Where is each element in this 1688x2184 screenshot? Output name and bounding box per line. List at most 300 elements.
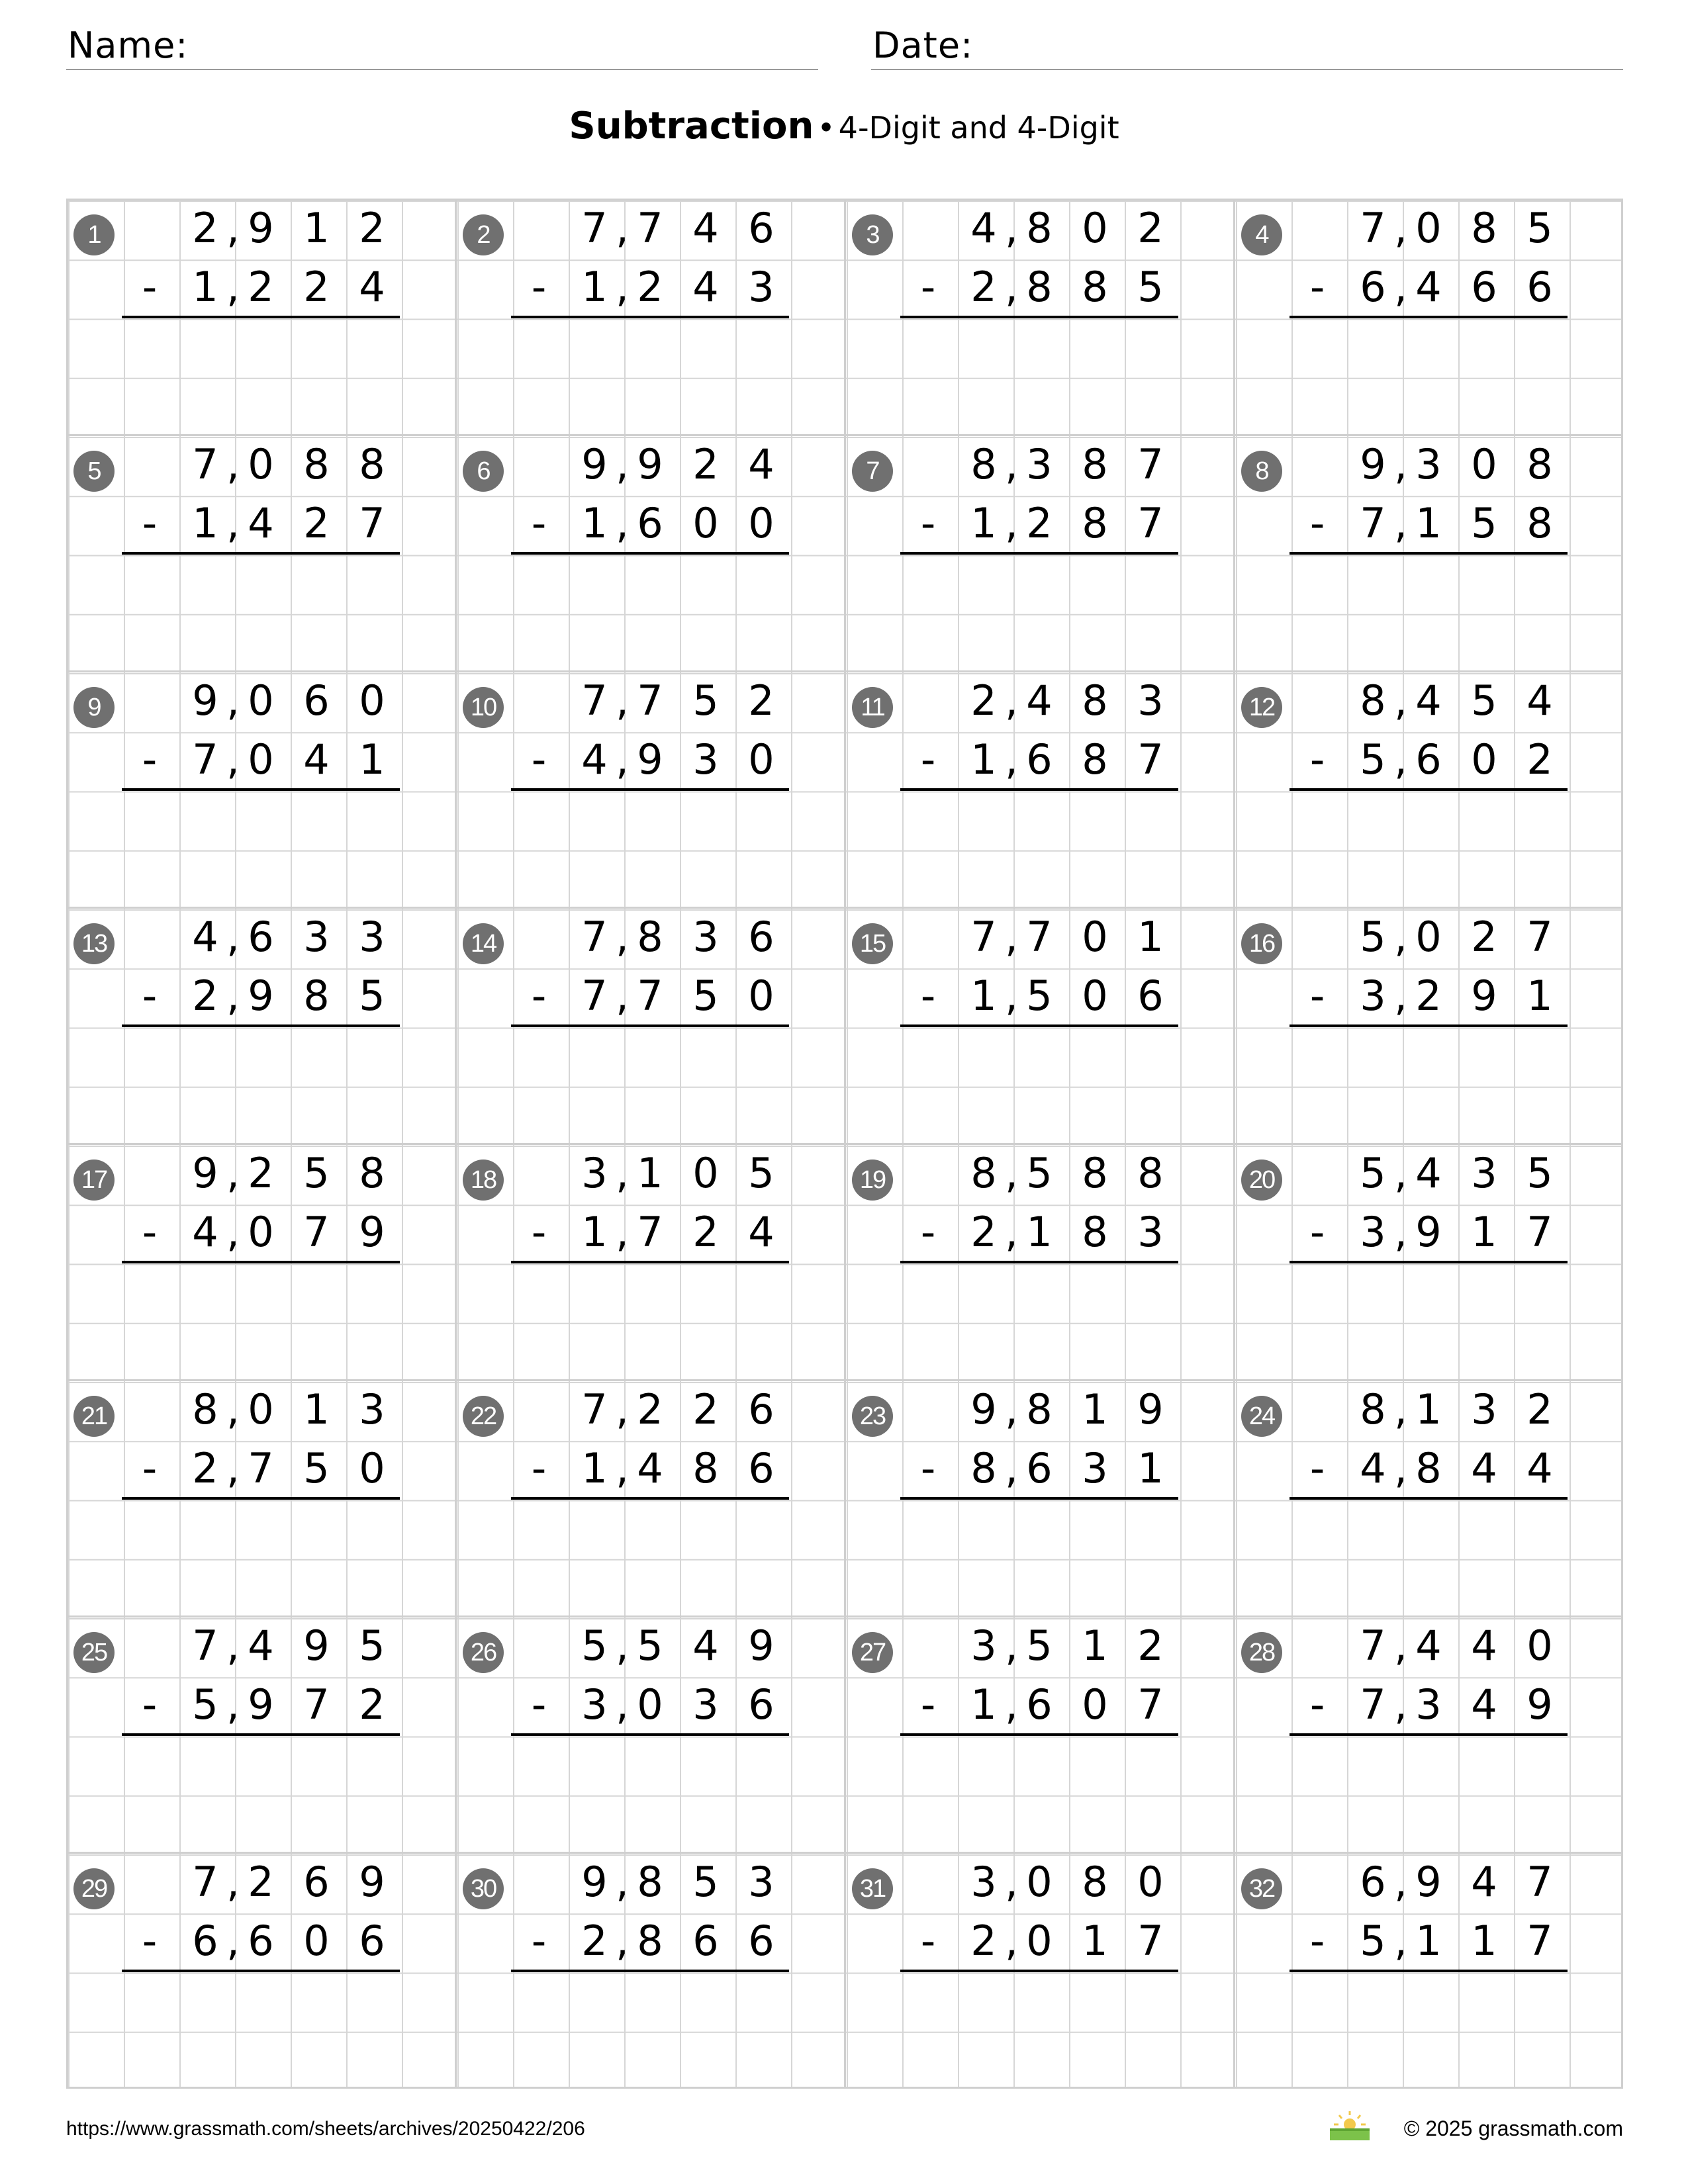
problem-number-badge: 2 (463, 214, 504, 255)
digit: 0 (359, 676, 385, 725)
digit: 8 (970, 1149, 997, 1197)
thousands-comma: , (1394, 913, 1407, 961)
thousands-comma: , (226, 1680, 240, 1729)
digit: 3 (1137, 676, 1164, 725)
minus-sign: - (1309, 735, 1325, 784)
title-bullet: • (817, 110, 835, 146)
digit: 4 (1026, 676, 1053, 725)
digit: 7 (1137, 440, 1164, 488)
problem (1234, 1852, 1623, 2089)
thousands-comma: , (226, 676, 240, 725)
digit: 8 (1415, 1444, 1442, 1492)
thousands-comma: , (1394, 1917, 1407, 1965)
problem-number-badge: 5 (73, 451, 115, 492)
digit: 8 (1026, 263, 1053, 311)
digit: 3 (1415, 440, 1442, 488)
digit: 7 (303, 1208, 330, 1256)
digit: 1 (637, 1149, 663, 1197)
answer-line (122, 788, 400, 791)
digit: 7 (1360, 499, 1386, 547)
digit: 4 (303, 735, 330, 784)
problem-number-badge: 15 (852, 923, 893, 964)
problem (1234, 1380, 1623, 1616)
digit: 2 (1137, 1621, 1164, 1670)
problem-number-badge: 12 (1241, 687, 1282, 728)
digit: 4 (581, 735, 608, 784)
digit: 5 (359, 972, 385, 1020)
problem-number-badge: 21 (73, 1396, 115, 1437)
thousands-comma: , (616, 913, 629, 961)
digit: 7 (192, 1858, 218, 1906)
digit: 6 (1415, 735, 1442, 784)
problem (66, 435, 455, 671)
problem-number-badge: 27 (852, 1632, 893, 1673)
digit: 7 (248, 1444, 274, 1492)
minus-sign: - (1309, 1917, 1325, 1965)
digit: 3 (1471, 1149, 1497, 1197)
answer-line (511, 552, 789, 555)
digit: 2 (1526, 1385, 1553, 1433)
thousands-comma: , (616, 440, 629, 488)
digit: 5 (692, 676, 719, 725)
digit: 9 (359, 1858, 385, 1906)
problem-number-badge: 11 (852, 687, 893, 728)
digit: 2 (248, 1149, 274, 1197)
problem-number-badge: 13 (73, 923, 115, 964)
footer-url[interactable]: https://www.grassmath.com/sheets/archives/20250422/206 (66, 2118, 585, 2140)
digit: 4 (748, 440, 774, 488)
digit: 4 (1471, 1680, 1497, 1729)
digit: 9 (192, 676, 218, 725)
answer-line (1289, 1261, 1568, 1263)
digit: 6 (748, 1680, 774, 1729)
digit: 7 (192, 1621, 218, 1670)
digit: 7 (637, 972, 663, 1020)
problem-number-badge: 31 (852, 1868, 893, 1909)
minus-sign: - (1309, 1208, 1325, 1256)
digit: 5 (1026, 1149, 1053, 1197)
thousands-comma: , (226, 972, 240, 1020)
digit: 7 (1526, 1858, 1553, 1906)
digit: 0 (1082, 1680, 1108, 1729)
digit: 7 (1137, 1680, 1164, 1729)
digit: 8 (1137, 1149, 1164, 1197)
digit: 8 (1526, 440, 1553, 488)
minus-sign: - (142, 1208, 158, 1256)
digit: 6 (748, 204, 774, 252)
digit: 1 (1415, 1917, 1442, 1965)
digit: 9 (192, 1149, 218, 1197)
digit: 7 (1137, 735, 1164, 784)
thousands-comma: , (1005, 1680, 1018, 1729)
digit: 6 (1026, 1444, 1053, 1492)
minus-sign: - (920, 972, 936, 1020)
digit: 7 (1026, 913, 1053, 961)
digit: 4 (970, 204, 997, 252)
digit: 9 (581, 440, 608, 488)
digit: 0 (692, 499, 719, 547)
thousands-comma: , (1005, 1858, 1018, 1906)
answer-line (900, 1497, 1178, 1500)
minus-sign: - (142, 1917, 158, 1965)
digit: 6 (1471, 263, 1497, 311)
answer-line (1289, 316, 1568, 318)
minus-sign: - (142, 1444, 158, 1492)
digit: 1 (192, 499, 218, 547)
digit: 1 (970, 1680, 997, 1729)
digit: 1 (1415, 499, 1442, 547)
digit: 5 (748, 1149, 774, 1197)
digit: 2 (248, 263, 274, 311)
answer-line (1289, 1970, 1568, 1972)
problem-number-badge: 30 (463, 1868, 504, 1909)
digit: 7 (1526, 1208, 1553, 1256)
digit: 0 (1415, 913, 1442, 961)
digit: 2 (970, 1208, 997, 1256)
digit: 5 (692, 1858, 719, 1906)
digit: 2 (1026, 499, 1053, 547)
digit: 6 (303, 1858, 330, 1906)
digit: 1 (970, 735, 997, 784)
digit: 5 (1360, 1149, 1386, 1197)
thousands-comma: , (1005, 913, 1018, 961)
digit: 0 (1137, 1858, 1164, 1906)
digit: 6 (359, 1917, 385, 1965)
thousands-comma: , (226, 1208, 240, 1256)
digit: 5 (1360, 913, 1386, 961)
thousands-comma: , (226, 499, 240, 547)
digit: 1 (970, 972, 997, 1020)
digit: 3 (748, 263, 774, 311)
thousands-comma: , (1005, 1149, 1018, 1197)
thousands-comma: , (226, 440, 240, 488)
digit: 3 (1026, 440, 1053, 488)
digit: 7 (1137, 499, 1164, 547)
thousands-comma: , (616, 972, 629, 1020)
title-main: Subtraction (569, 105, 814, 148)
digit: 9 (637, 735, 663, 784)
digit: 5 (303, 1444, 330, 1492)
digit: 4 (692, 1621, 719, 1670)
digit: 0 (748, 972, 774, 1020)
worksheet-title (0, 105, 1688, 148)
problem-number-badge: 7 (852, 451, 893, 492)
thousands-comma: , (226, 1385, 240, 1433)
answer-line (122, 1970, 400, 1972)
digit: 1 (1471, 1917, 1497, 1965)
digit: 3 (359, 913, 385, 961)
digit: 9 (1415, 1858, 1442, 1906)
digit: 9 (248, 1680, 274, 1729)
thousands-comma: , (226, 1858, 240, 1906)
digit: 8 (1082, 1149, 1108, 1197)
thousands-comma: , (1394, 1385, 1407, 1433)
answer-line (122, 552, 400, 555)
digit: 2 (692, 1208, 719, 1256)
thousands-comma: , (1394, 972, 1407, 1020)
digit: 9 (1360, 440, 1386, 488)
digit: 0 (1526, 1621, 1553, 1670)
thousands-comma: , (226, 1621, 240, 1670)
digit: 8 (1360, 676, 1386, 725)
thousands-comma: , (1005, 1208, 1018, 1256)
problem (1234, 907, 1623, 1144)
problem (845, 1852, 1234, 2089)
digit: 4 (748, 1208, 774, 1256)
problem-number-badge: 4 (1241, 214, 1282, 255)
minus-sign: - (531, 1680, 547, 1729)
digit: 9 (248, 204, 274, 252)
digit: 7 (637, 204, 663, 252)
thousands-comma: , (616, 1621, 629, 1670)
problem (455, 671, 845, 907)
thousands-comma: , (616, 676, 629, 725)
digit: 0 (1082, 913, 1108, 961)
answer-line (1289, 552, 1568, 555)
thousands-comma: , (1394, 735, 1407, 784)
thousands-comma: , (1394, 1621, 1407, 1670)
problem (455, 1852, 845, 2089)
minus-sign: - (920, 1917, 936, 1965)
digit: 5 (359, 1621, 385, 1670)
minus-sign: - (1309, 499, 1325, 547)
digit: 5 (1026, 972, 1053, 1020)
digit: 2 (748, 676, 774, 725)
digit: 1 (1471, 1208, 1497, 1256)
digit: 4 (248, 1621, 274, 1670)
date-field[interactable] (871, 25, 1623, 70)
digit: 4 (248, 499, 274, 547)
digit: 4 (1415, 263, 1442, 311)
problem (66, 1852, 455, 2089)
digit: 8 (1082, 735, 1108, 784)
digit: 9 (581, 1858, 608, 1906)
minus-sign: - (1309, 972, 1325, 1020)
digit: 4 (1360, 1444, 1386, 1492)
digit: 1 (303, 204, 330, 252)
problem-number-badge: 18 (463, 1160, 504, 1201)
thousands-comma: , (1005, 1385, 1018, 1433)
digit: 5 (303, 1149, 330, 1197)
digit: 2 (581, 1917, 608, 1965)
digit: 4 (692, 204, 719, 252)
digit: 8 (1471, 204, 1497, 252)
footer-copyright: © 2025 grassmath.com (1403, 2116, 1623, 2140)
thousands-comma: , (616, 263, 629, 311)
digit: 9 (1137, 1385, 1164, 1433)
digit: 2 (359, 204, 385, 252)
thousands-comma: , (1394, 1444, 1407, 1492)
problem-number-badge: 22 (463, 1396, 504, 1437)
minus-sign: - (920, 1680, 936, 1729)
digit: 9 (248, 972, 274, 1020)
digit: 2 (692, 440, 719, 488)
digit: 0 (1026, 1917, 1053, 1965)
digit: 8 (637, 913, 663, 961)
digit: 1 (1082, 1385, 1108, 1433)
answer-line (900, 1970, 1178, 1972)
digit: 6 (248, 913, 274, 961)
digit: 2 (359, 1680, 385, 1729)
answer-line (1289, 788, 1568, 791)
digit: 7 (303, 1680, 330, 1729)
problem-number-badge: 1 (73, 214, 115, 255)
minus-sign: - (1309, 1680, 1325, 1729)
problem (845, 671, 1234, 907)
digit: 4 (1415, 1621, 1442, 1670)
problem (1234, 435, 1623, 671)
digit: 3 (581, 1680, 608, 1729)
digit: 6 (692, 1917, 719, 1965)
answer-line (122, 1497, 400, 1500)
minus-sign: - (920, 1208, 936, 1256)
digit: 4 (1526, 1444, 1553, 1492)
digit: 1 (581, 499, 608, 547)
digit: 7 (192, 440, 218, 488)
thousands-comma: , (1394, 1680, 1407, 1729)
digit: 1 (581, 1208, 608, 1256)
answer-line (122, 316, 400, 318)
answer-line (900, 788, 1178, 791)
problem (66, 671, 455, 907)
name-field[interactable] (66, 25, 818, 70)
digit: 8 (1082, 263, 1108, 311)
digit: 3 (303, 913, 330, 961)
digit: 8 (303, 972, 330, 1020)
problem-number-badge: 23 (852, 1396, 893, 1437)
digit: 1 (1137, 1444, 1164, 1492)
digit: 2 (192, 1444, 218, 1492)
digit: 9 (1415, 1208, 1442, 1256)
answer-line (900, 552, 1178, 555)
digit: 6 (748, 1385, 774, 1433)
digit: 7 (637, 1208, 663, 1256)
minus-sign: - (920, 263, 936, 311)
digit: 4 (692, 263, 719, 311)
digit: 2 (692, 1385, 719, 1433)
thousands-comma: , (616, 499, 629, 547)
digit: 6 (1360, 263, 1386, 311)
thousands-comma: , (1005, 1444, 1018, 1492)
digit: 0 (359, 1444, 385, 1492)
problem (455, 907, 845, 1144)
minus-sign: - (1309, 1444, 1325, 1492)
digit: 1 (1082, 1917, 1108, 1965)
problem (1234, 671, 1623, 907)
digit: 7 (1137, 1917, 1164, 1965)
digit: 1 (192, 263, 218, 311)
thousands-comma: , (226, 1444, 240, 1492)
minus-sign: - (531, 263, 547, 311)
digit: 0 (248, 440, 274, 488)
thousands-comma: , (616, 735, 629, 784)
problem-number-badge: 26 (463, 1632, 504, 1673)
minus-sign: - (142, 735, 158, 784)
minus-sign: - (1309, 263, 1325, 311)
digit: 7 (1526, 1917, 1553, 1965)
thousands-comma: , (1005, 735, 1018, 784)
digit: 7 (637, 676, 663, 725)
digit: 1 (970, 499, 997, 547)
problem (66, 1380, 455, 1616)
problem (66, 1144, 455, 1380)
thousands-comma: , (226, 913, 240, 961)
answer-line (511, 1261, 789, 1263)
digit: 0 (1471, 440, 1497, 488)
problem-number-badge: 24 (1241, 1396, 1282, 1437)
problem-number-badge: 16 (1241, 923, 1282, 964)
minus-sign: - (142, 972, 158, 1020)
digit: 4 (1471, 1621, 1497, 1670)
problem (845, 435, 1234, 671)
digit: 1 (303, 1385, 330, 1433)
digit: 4 (1471, 1444, 1497, 1492)
digit: 8 (359, 440, 385, 488)
thousands-comma: , (1394, 204, 1407, 252)
digit: 4 (1526, 676, 1553, 725)
thousands-comma: , (616, 1208, 629, 1256)
problem-number-badge: 32 (1241, 1868, 1282, 1909)
digit: 3 (581, 1149, 608, 1197)
thousands-comma: , (1005, 676, 1018, 725)
problem (455, 1144, 845, 1380)
problem (845, 907, 1234, 1144)
digit: 2 (1137, 204, 1164, 252)
digit: 3 (970, 1858, 997, 1906)
digit: 8 (637, 1917, 663, 1965)
digit: 7 (581, 913, 608, 961)
thousands-comma: , (1005, 1917, 1018, 1965)
digit: 2 (637, 263, 663, 311)
thousands-comma: , (226, 735, 240, 784)
thousands-comma: , (616, 1149, 629, 1197)
thousands-comma: , (616, 204, 629, 252)
problem (66, 199, 455, 435)
thousands-comma: , (1394, 499, 1407, 547)
digit: 1 (581, 1444, 608, 1492)
digit: 0 (248, 735, 274, 784)
digit: 2 (1471, 913, 1497, 961)
digit: 7 (359, 499, 385, 547)
digit: 0 (637, 1680, 663, 1729)
problem (455, 1616, 845, 1852)
problem (845, 199, 1234, 435)
digit: 7 (192, 735, 218, 784)
problem-number-badge: 3 (852, 214, 893, 255)
digit: 6 (303, 676, 330, 725)
problem (66, 1616, 455, 1852)
digit: 6 (1360, 1858, 1386, 1906)
minus-sign: - (531, 499, 547, 547)
digit: 1 (1137, 913, 1164, 961)
thousands-comma: , (1394, 1208, 1407, 1256)
minus-sign: - (531, 1444, 547, 1492)
answer-line (511, 788, 789, 791)
problem (845, 1380, 1234, 1616)
digit: 8 (1082, 676, 1108, 725)
answer-line (122, 1261, 400, 1263)
digit: 6 (748, 1917, 774, 1965)
digit: 7 (581, 972, 608, 1020)
digit: 8 (1082, 1858, 1108, 1906)
digit: 7 (581, 1385, 608, 1433)
digit: 4 (1415, 1149, 1442, 1197)
thousands-comma: , (1005, 972, 1018, 1020)
digit: 8 (303, 440, 330, 488)
digit: 8 (637, 1858, 663, 1906)
digit: 3 (1082, 1444, 1108, 1492)
digit: 4 (637, 1444, 663, 1492)
